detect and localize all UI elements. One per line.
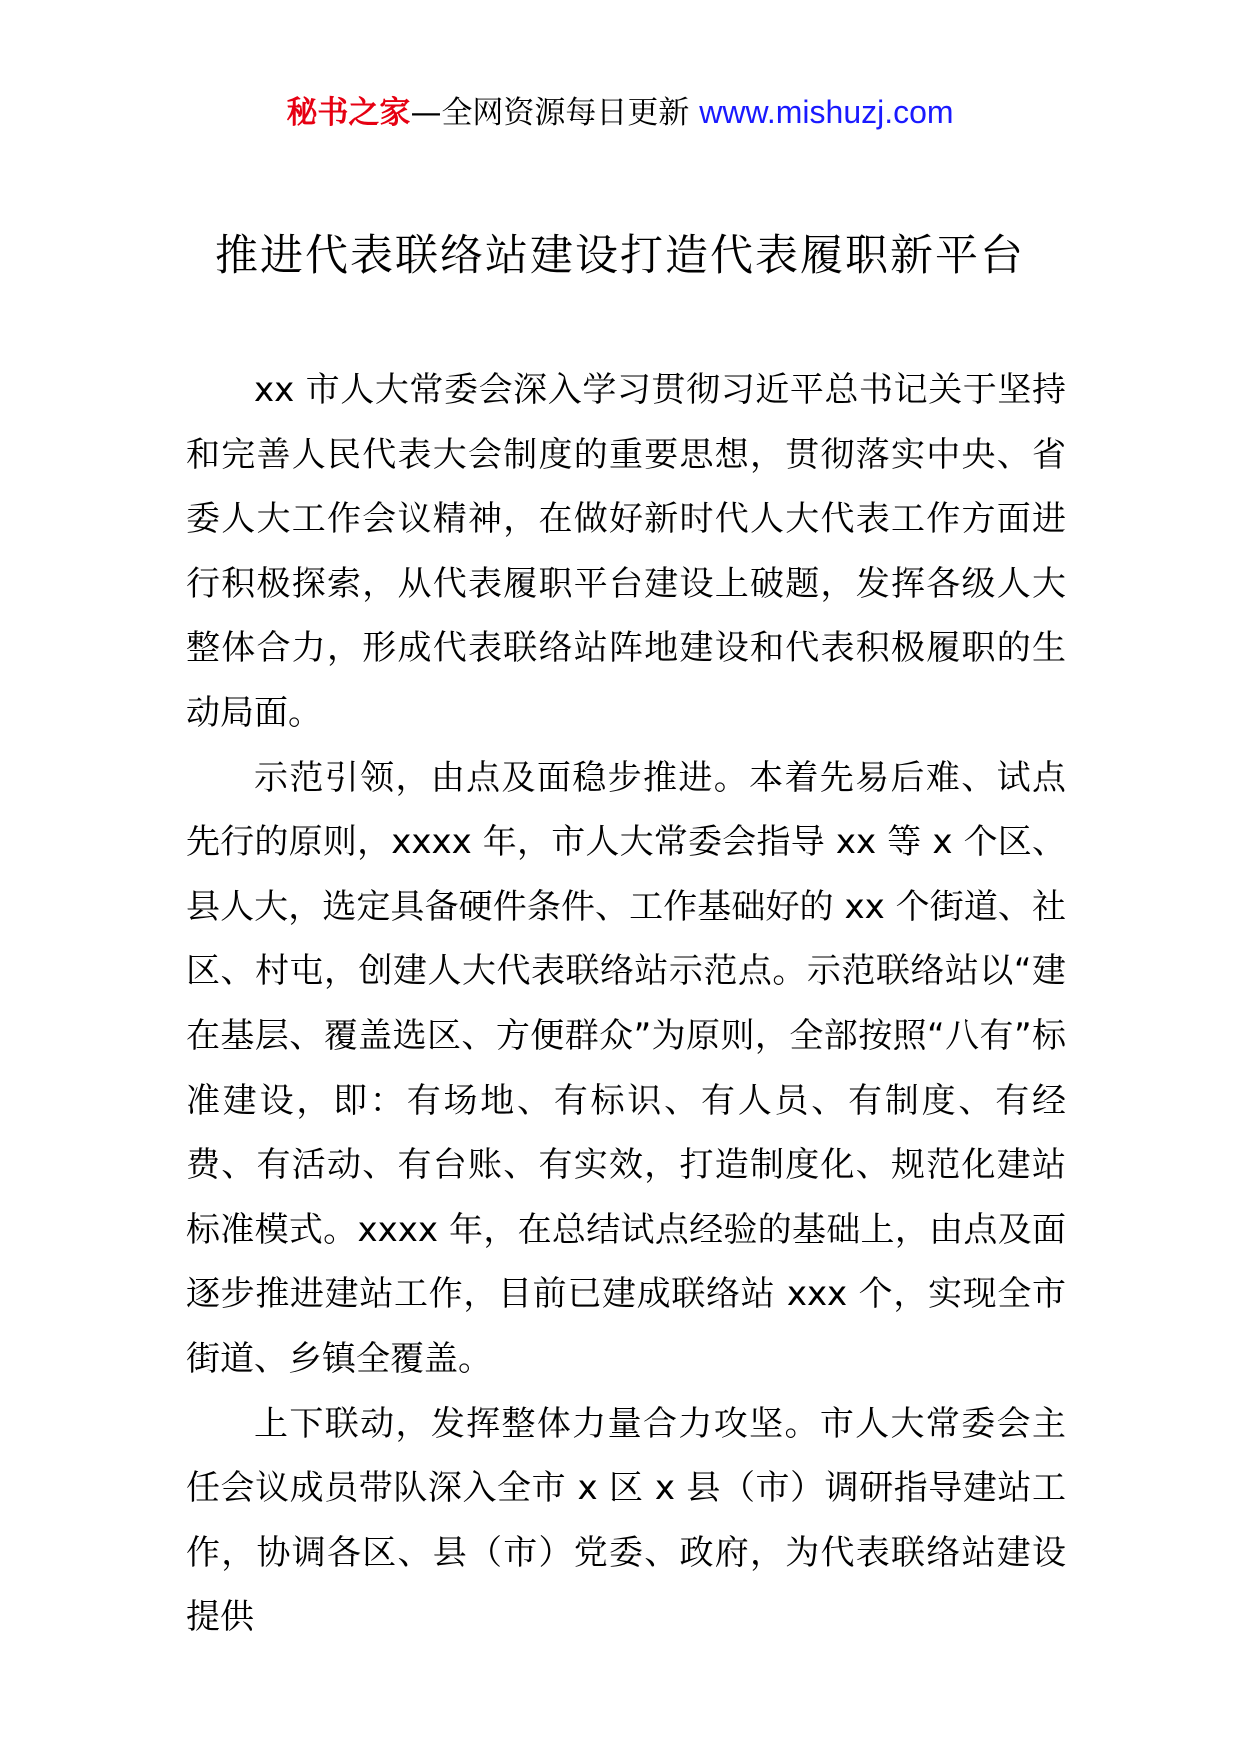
- document-body: [186, 358, 1066, 1650]
- paragraph-coordination: 上下联动，发挥整体力量合力攻坚。市人大常委会主任会议成员带队深入全市 x 区 x 县（市）调研指导建站工作，协调各区、县（市）党委、政府，为代表联络站建设提供: [186, 1403, 1066, 1638]
- brand-name: 秘书之家: [286, 95, 411, 131]
- site-header: [0, 92, 1240, 133]
- paragraph-intro: xx 市人大常委会深入学习贯彻习近平总书记关于坚持和完善人民代表大会制度的重要思想，贯彻落实中央、省委人大工作会议精神，在做好新时代人大代表工作方面进行积极探索，从代表履职平台建设上破题，发挥各级人大整体合力，形成代表联络站阵地建设和代表积极履职的生动局面。: [186, 370, 1066, 733]
- header-tagline: —全网资源每日更新: [410, 95, 700, 131]
- site-url-link[interactable]: www.mishuzj.com: [699, 94, 954, 130]
- document-title: 推进代表联络站建设打造代表履职新平台: [215, 231, 1025, 281]
- paragraph-demonstration: 示范引领，由点及面稳步推进。本着先易后难、试点先行的原则，xxxx 年，市人大常委会指导 xx 等 x 个区、县人大，选定具备硬件条件、工作基础好的 xx 个街道、社区、村屯，创建人大代表联络站示范点。示范联络站以“建在基层、覆盖选区、方便群众”为原则，全部按照“八有”标准建设，即：有场地、有标识、有人员、有制度、有经费、有活动、有台账、有实效，打造制度化、规范化建站标准模式。xxxx 年，在总结试点经验的基础上，由点及面逐步推进建站工作，目前已建成联络站 xxx 个，实现全市街道、乡镇全覆盖。: [186, 757, 1066, 1379]
